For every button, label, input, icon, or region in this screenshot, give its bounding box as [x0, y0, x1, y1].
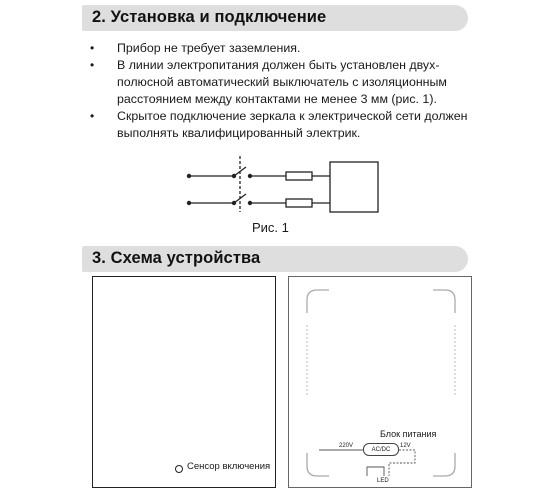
output-voltage-label: 12V [400, 443, 411, 449]
section-2-title: 2. Установка и подключение [92, 8, 327, 26]
ac-dc-converter-box: AC/DC [363, 443, 399, 456]
input-voltage-label: 220V [339, 443, 354, 449]
power-supply-label: Блок питания [380, 429, 437, 439]
sensor-label: Сенсор включения [187, 461, 271, 472]
bullet-item-electrician: • Скрытое подключение зеркала к электрической сети должен выполнять квалифицированный электрик. [90, 108, 490, 142]
installation-bullet-list [90, 40, 490, 142]
wiring-diagram-figure [180, 150, 390, 220]
led-strip-outline [289, 277, 473, 489]
figure-1-caption: Рис. 1 [252, 220, 289, 235]
sensor-icon [175, 465, 183, 473]
mirror-back-view [288, 276, 472, 488]
section-3-header [82, 246, 468, 272]
mirror-front-view [92, 276, 276, 488]
bullet-item-grounding: • Прибор не требует заземления. [90, 40, 490, 57]
led-label: LED [377, 478, 389, 484]
bullet-item-breaker: • В линии электропитания должен быть установлен двух-полюсной автоматический выключатель с изоляционным расстоянием между контактами не менее 3 мм (рис. 1). [90, 57, 490, 108]
section-2-header [82, 5, 468, 31]
section-3-title: 3. Схема устройства [92, 249, 261, 267]
